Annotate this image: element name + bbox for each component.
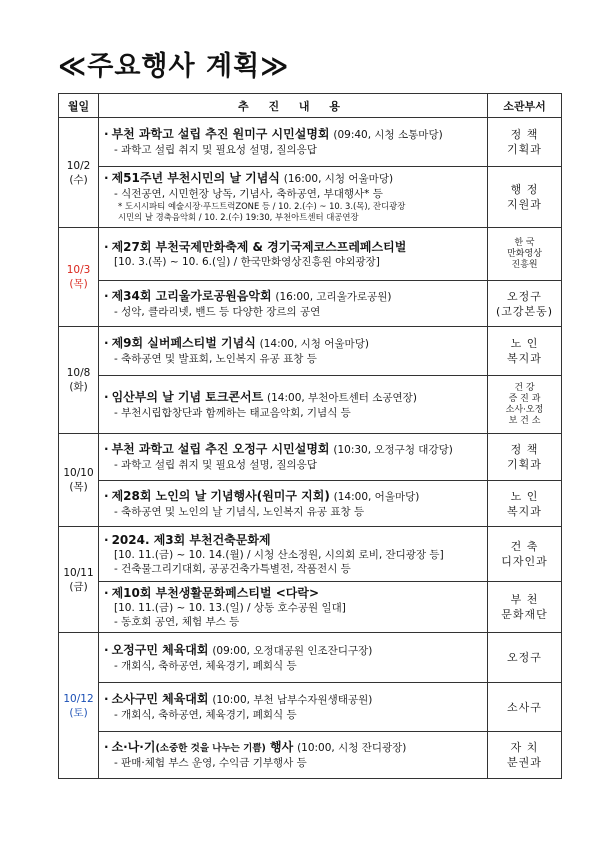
event-content: [99, 633, 488, 683]
event-description: - 축하공연 및 노인의 날 기념식, 노인복지 유공 표창 등: [114, 505, 365, 518]
event-detail: (16:00, 고리울가로공원): [275, 290, 392, 303]
event-title-line: [104, 442, 483, 458]
dept-cell: [488, 376, 562, 434]
event-title-line: [104, 336, 483, 352]
dept-name: 분권과: [507, 756, 542, 769]
dept-cell: [488, 582, 562, 633]
bullet-icon: ·: [104, 127, 109, 141]
event-title: 소·나·기: [111, 740, 156, 754]
dept-name: 증 진 과: [508, 393, 541, 404]
event-row: [59, 118, 562, 167]
dept-cell: [488, 683, 562, 732]
event-title: 2024. 제3회 부천건축문화제: [111, 532, 271, 547]
event-period: [10. 11.(금) ~ 10. 14.(월) / 시청 산소정원, 시의회 로비, 잔디광장 등]: [114, 548, 444, 561]
dept-cell: [488, 434, 562, 481]
event-title: 제51주년 부천시민의 날 기념식: [111, 171, 280, 185]
event-detail: (09:00, 오정대공원 인조잔디구장): [212, 644, 373, 657]
bullet-icon: ·: [104, 239, 109, 254]
bullet-icon: ·: [104, 288, 109, 303]
bullet-icon: ·: [104, 171, 109, 185]
dept-name: 노 인: [510, 337, 539, 350]
event-detail: (09:40, 시청 소통마당): [333, 129, 443, 141]
dept-name: 행 정: [510, 183, 539, 196]
dept-cell: [488, 118, 562, 167]
dept-cell: [488, 633, 562, 683]
event-detail: (14:00, 부천아트센터 소공연장): [267, 391, 417, 404]
dept-name: 지원과: [507, 198, 542, 211]
date-day: 10/2: [66, 159, 91, 172]
event-note: * 도시시파티 예술시장·푸드트럭ZONE 등 / 10. 2.(수) ~ 10. 3.(목), 잔디광장: [118, 201, 406, 211]
event-content: [99, 327, 488, 376]
bullet-icon: ·: [104, 336, 109, 350]
dept-name: 소사·오정: [505, 404, 544, 415]
dept-name: 한 국: [514, 237, 535, 248]
event-title: 소사구민 체육대회: [111, 692, 209, 706]
event-description: - 개회식, 축하공연, 체육경기, 폐회식 등: [114, 659, 297, 672]
event-detail: (10:00, 시청 잔디광장): [297, 742, 407, 754]
header-content: 추 진 내 용: [99, 94, 488, 118]
date-cell: [59, 527, 99, 633]
date-weekday: (토): [69, 706, 88, 719]
event-title-line: [104, 643, 483, 659]
event-row: [59, 582, 562, 633]
date-cell: [59, 118, 99, 228]
event-title: 제10회 부천생활문화페스티벌 <다락>: [111, 585, 320, 600]
dept-name: 기획과: [507, 458, 542, 471]
event-note: 시민의 날 경축음악회 / 10. 2.(수) 19:30, 부천아트센터 대공연장: [118, 212, 359, 222]
bullet-icon: ·: [104, 488, 109, 503]
event-description: - 건축물그리기대회, 공공건축가특별전, 작품전시 등: [114, 562, 351, 575]
event-row: [59, 434, 562, 481]
event-row: [59, 281, 562, 327]
event-title-line: [104, 533, 483, 548]
dept-name: 디자인과: [501, 555, 548, 568]
dept-name: 보 건 소: [508, 415, 541, 426]
date-cell: [59, 434, 99, 527]
date-cell: [59, 633, 99, 779]
dept-name: 복지과: [507, 504, 542, 518]
event-row: [59, 633, 562, 683]
event-row: [59, 732, 562, 779]
dept-cell: [488, 167, 562, 228]
event-content: [99, 732, 488, 779]
event-row: [59, 481, 562, 527]
dept-name: (고강본동): [495, 304, 554, 318]
event-content: [99, 167, 488, 228]
event-content: [99, 376, 488, 434]
dept-cell: [488, 228, 562, 281]
bullet-icon: ·: [104, 585, 109, 600]
event-detail: (14:00, 어울마당): [333, 490, 420, 503]
date-day: 10/10: [63, 467, 94, 479]
event-description: - 부천시립합창단과 함께하는 태교음악회, 기념식 등: [114, 406, 351, 419]
dept-name: 진흥원: [511, 259, 538, 270]
event-title-line: [104, 289, 483, 305]
event-title-line: [104, 489, 483, 505]
date-day: 10/12: [63, 692, 94, 705]
date-cell: [59, 228, 99, 327]
page-title: ≪주요행사 계획≫: [58, 51, 290, 82]
event-row: [59, 167, 562, 228]
event-row: [59, 683, 562, 732]
dept-cell: [488, 481, 562, 527]
event-title-small: (소중한 것을 나누는 기쁨): [155, 743, 266, 754]
dept-name: 자 치: [510, 741, 539, 754]
date-day: 10/3: [66, 264, 91, 276]
event-title-line: [104, 692, 483, 708]
event-detail: (10:30, 오정구청 대강당): [333, 444, 453, 456]
dept-name: 오정구: [507, 289, 542, 303]
date-cell: [59, 327, 99, 434]
dept-name: 건 강: [514, 382, 535, 393]
date-day: 10/11: [63, 566, 94, 579]
event-period: [10. 11.(금) ~ 10. 13.(일) / 상동 호수공원 일대]: [114, 601, 346, 614]
event-content: [99, 281, 488, 327]
event-title: 제9회 실버페스티벌 기념식: [111, 336, 256, 350]
event-title: 부천 과학고 설립 추진 원미구 시민설명회: [111, 127, 330, 141]
dept-name: 소사구: [507, 700, 542, 714]
event-description: - 과학고 설립 취지 및 필요성 설명, 질의응답: [114, 459, 317, 471]
date-day: 10/8: [66, 367, 91, 379]
header-dept: 소관부서: [488, 94, 562, 118]
event-title-line: [104, 390, 483, 406]
event-title: 제28회 노인의 날 기념행사(원미구 지회): [111, 488, 330, 503]
event-row: [59, 376, 562, 434]
event-title: 임산부의 날 기념 토크콘서트: [111, 389, 264, 404]
header-row: [59, 94, 562, 118]
event-description: - 동호회 공연, 체험 부스 등: [114, 615, 240, 628]
date-weekday: (목): [69, 278, 88, 290]
event-content: [99, 481, 488, 527]
event-title: 부천 과학고 설립 추진 오정구 시민설명회: [111, 442, 330, 456]
dept-name: 부 천: [510, 593, 539, 606]
bullet-icon: ·: [104, 442, 109, 456]
event-title-line: [104, 740, 483, 756]
dept-name: 노 인: [510, 489, 539, 503]
event-content: [99, 434, 488, 481]
date-weekday: (목): [69, 481, 88, 493]
date-weekday: (수): [69, 173, 88, 186]
dept-cell: [488, 327, 562, 376]
event-detail: (16:00, 시청 어울마당): [283, 173, 394, 185]
event-description: - 성악, 클라리넷, 밴드 등 다양한 장르의 공연: [114, 305, 321, 318]
event-title: 제27회 부천국제만화축제 & 경기국제코스프레페스티벌: [111, 239, 407, 254]
event-title-line: [104, 127, 483, 143]
schedule-table: [58, 93, 562, 779]
event-period: [10. 3.(목) ~ 10. 6.(일) / 한국만화영상진흥원 야외광장]: [114, 255, 380, 268]
event-content: [99, 683, 488, 732]
event-detail: (14:00, 시청 어울마당): [259, 338, 369, 350]
bullet-icon: ·: [104, 642, 109, 657]
dept-cell: [488, 732, 562, 779]
event-row: [59, 228, 562, 281]
event-title-line: [104, 240, 483, 255]
event-content: [99, 228, 488, 281]
header-date: 월일: [59, 94, 99, 118]
dept-name: 복지과: [507, 352, 542, 365]
dept-name: 만화영상: [507, 248, 542, 259]
event-content: [99, 118, 488, 167]
event-title: 제34회 고리울가로공원음악회: [111, 288, 272, 303]
dept-cell: [488, 281, 562, 327]
date-weekday: (화): [69, 381, 88, 393]
event-row: [59, 527, 562, 582]
event-detail: (10:00, 부천 남부수자원생태공원): [212, 694, 373, 706]
bullet-icon: ·: [104, 389, 109, 404]
dept-name: 오정구: [507, 651, 542, 664]
event-description: - 판매·체험 부스 운영, 수익금 기부행사 등: [114, 757, 307, 769]
dept-name: 정 책: [510, 443, 539, 456]
event-description: - 식전공연, 시민헌장 낭독, 기념사, 축하공연, 부대행사* 등: [114, 188, 383, 200]
dept-name: 문화재단: [501, 608, 548, 621]
event-title-line: [104, 171, 483, 187]
dept-name: 정 책: [510, 128, 539, 141]
bullet-icon: ·: [104, 692, 109, 706]
event-content: [99, 582, 488, 633]
dept-name: 건 축: [510, 540, 539, 553]
event-title-tail: 행사: [265, 740, 294, 754]
dept-name: 기획과: [507, 143, 542, 156]
date-weekday: (금): [69, 580, 88, 593]
event-description: - 개회식, 축하공연, 체육경기, 폐회식 등: [114, 709, 297, 721]
bullet-icon: ·: [104, 532, 109, 547]
event-title-line: [104, 586, 483, 601]
bullet-icon: ·: [104, 740, 109, 754]
event-row: [59, 327, 562, 376]
event-description: - 축하공연 및 발표회, 노인복지 유공 표창 등: [114, 353, 317, 365]
event-description: - 과학고 설립 취지 및 필요성 설명, 질의응답: [114, 144, 317, 156]
event-content: [99, 527, 488, 582]
dept-cell: [488, 527, 562, 582]
event-title: 오정구민 체육대회: [111, 642, 209, 657]
